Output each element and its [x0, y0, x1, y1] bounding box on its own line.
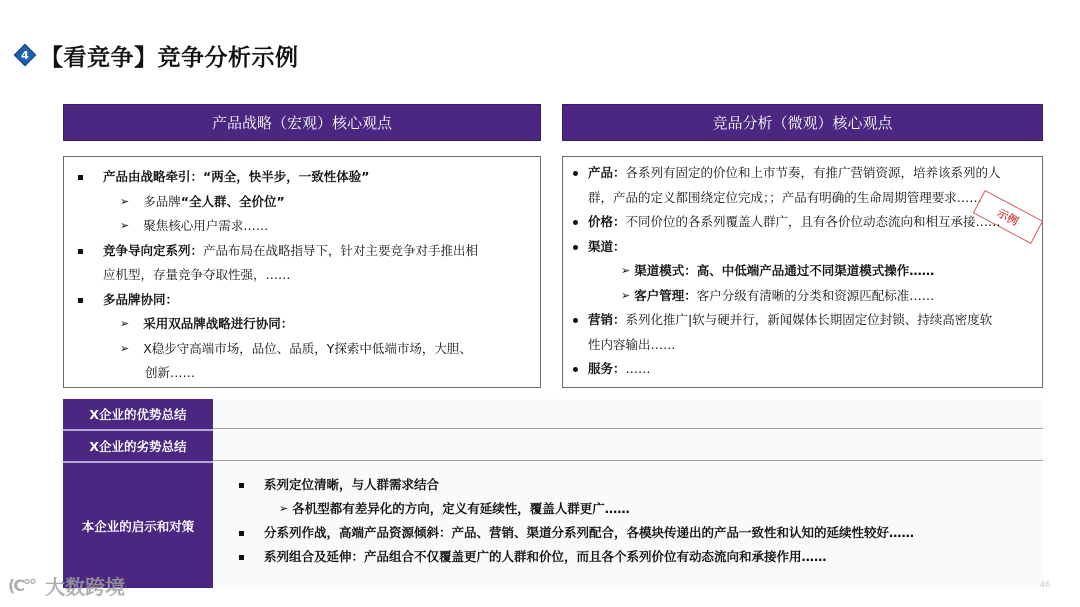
square-bullet-icon [239, 531, 244, 536]
square-bullet-icon [78, 298, 83, 303]
disadvantages-label: X企业的劣势总结 [63, 431, 213, 461]
item-label: 分系列作战，高端产品资源倾斜： [264, 525, 452, 540]
list-item [573, 259, 1042, 284]
advantages-label: X企业的优势总结 [63, 399, 213, 429]
item-text: “全人群、全价位” [180, 193, 285, 209]
item-label: 产品： [588, 165, 626, 180]
list-item [239, 521, 1043, 545]
item-label: 价格： [588, 214, 626, 229]
item-label: 客户管理： [634, 287, 697, 303]
item-text: 群，产品的定义都围绕定位完成；；产品有明确的生命周期管理要求…… [588, 189, 982, 205]
dot-bullet-icon [573, 171, 578, 176]
item-text: 产品组合不仅覆盖更广的人群和价位，而且各个系列价位有动态流向和承接作用…… [364, 549, 827, 564]
list-item-continuation [573, 186, 1042, 211]
list-item [573, 210, 1042, 235]
page-title: 【看竞争】竞争分析示例 [40, 44, 299, 71]
list-item [573, 161, 1042, 186]
list-item [239, 545, 1043, 569]
list-item [78, 288, 540, 313]
item-text: 创新…… [145, 365, 196, 380]
right-column-panel [562, 156, 1043, 388]
item-text: 系列定位清晰，与人群需求结合 [264, 477, 440, 492]
dot-bullet-icon [573, 245, 578, 250]
item-text: 采用双品牌战略进行协同： [143, 316, 294, 331]
title-row [14, 40, 299, 70]
item-text: 产品、营销、渠道分系列配合，各模块传递出的产品一致性和认知的延续性较好…… [451, 525, 915, 540]
item-label: 系列组合及延伸： [264, 549, 365, 564]
dot-bullet-icon [573, 220, 578, 225]
item-text: X稳步守高端市场，品位、品质，Y探索中低端市场，大胆、 [143, 340, 472, 356]
arrow-bullet-icon: ➢ [279, 502, 289, 515]
list-item [573, 357, 1042, 382]
item-text: 应机型，存量竞争夺取性强，…… [103, 267, 291, 282]
arrow-bullet-icon: ➢ [120, 341, 130, 355]
item-label: 营销： [588, 312, 626, 327]
item-text: 客户分级有清晰的分类和资源匹配标准…… [696, 287, 935, 303]
section-number: 4 [21, 48, 29, 62]
list-item [78, 337, 540, 362]
arrow-bullet-icon: ➢ [120, 317, 130, 330]
list-item [78, 312, 540, 337]
list-item-continuation [78, 263, 540, 288]
list-item [78, 165, 540, 190]
list-item [239, 473, 1043, 497]
arrow-bullet-icon: ➢ [120, 194, 130, 208]
list-item-continuation [78, 361, 540, 386]
arrow-bullet-icon: ➢ [621, 264, 631, 277]
example-stamp: 示例 [973, 190, 1043, 244]
list-item [573, 235, 1042, 260]
list-item-continuation [573, 333, 1042, 358]
item-text: 聚焦核心用户需求…… [143, 218, 269, 233]
advantages-content [213, 399, 1043, 429]
list-item [573, 308, 1042, 333]
item-prefix: 多品牌 [143, 193, 181, 209]
item-text: 不同价位的各系列覆盖人群广，且有各价位动态流向和相互承接…… [625, 214, 1001, 229]
item-label: 渠道模式： [634, 263, 697, 278]
list-item [78, 239, 540, 264]
left-column-panel [63, 156, 541, 388]
square-bullet-icon [78, 249, 83, 254]
section-number-badge [14, 44, 36, 66]
watermark-logo-icon: (C°° [8, 575, 36, 595]
dot-bullet-icon [573, 367, 578, 372]
item-text: 系列化推广|软与硬并行，新闻媒体长期固定位封锁、持续高密度软 [625, 312, 993, 327]
item-text: …… [625, 361, 651, 376]
watermark [8, 571, 125, 599]
arrow-bullet-icon: ➢ [120, 219, 130, 232]
square-bullet-icon [239, 555, 244, 560]
item-text: “两全，快半步，一致性体验” [203, 169, 370, 184]
item-label: 服务： [588, 361, 626, 376]
square-bullet-icon [239, 483, 244, 488]
item-text: 各机型都有差异化的方向，定义有延续性，覆盖人群更广…… [292, 501, 630, 516]
page-number: 46 [1040, 580, 1051, 589]
insights-label: 本企业的启示和对策 [63, 463, 213, 588]
list-item [573, 284, 1042, 309]
item-label: 产品由战略牵引： [103, 169, 204, 184]
insights-content [213, 463, 1043, 588]
list-item [78, 214, 540, 239]
item-label: 多品牌协同： [103, 291, 179, 307]
item-label: 渠道： [588, 238, 626, 254]
dot-bullet-icon [573, 318, 578, 323]
arrow-bullet-icon: ➢ [621, 288, 631, 302]
item-text: 产品布局在战略指导下，针对主要竞争对手推出相 [203, 242, 479, 258]
left-column-header: 产品战略（宏观）核心观点 [63, 104, 541, 141]
disadvantages-content [213, 431, 1043, 461]
watermark-text: 大数跨境 [45, 574, 126, 599]
right-column-header: 竞品分析（微观）核心观点 [562, 104, 1043, 141]
item-label: 竞争导向定系列： [103, 242, 204, 258]
list-item [78, 190, 540, 215]
item-text: 各系列有固定的价位和上市节奏，有推广营销资源，培养该系列的人 [625, 165, 1001, 180]
item-text: 高、中低端产品通过不同渠道模式操作…… [696, 263, 935, 278]
square-bullet-icon [78, 175, 83, 180]
item-text: 性内容输出…… [588, 336, 676, 352]
list-item [239, 497, 1043, 521]
